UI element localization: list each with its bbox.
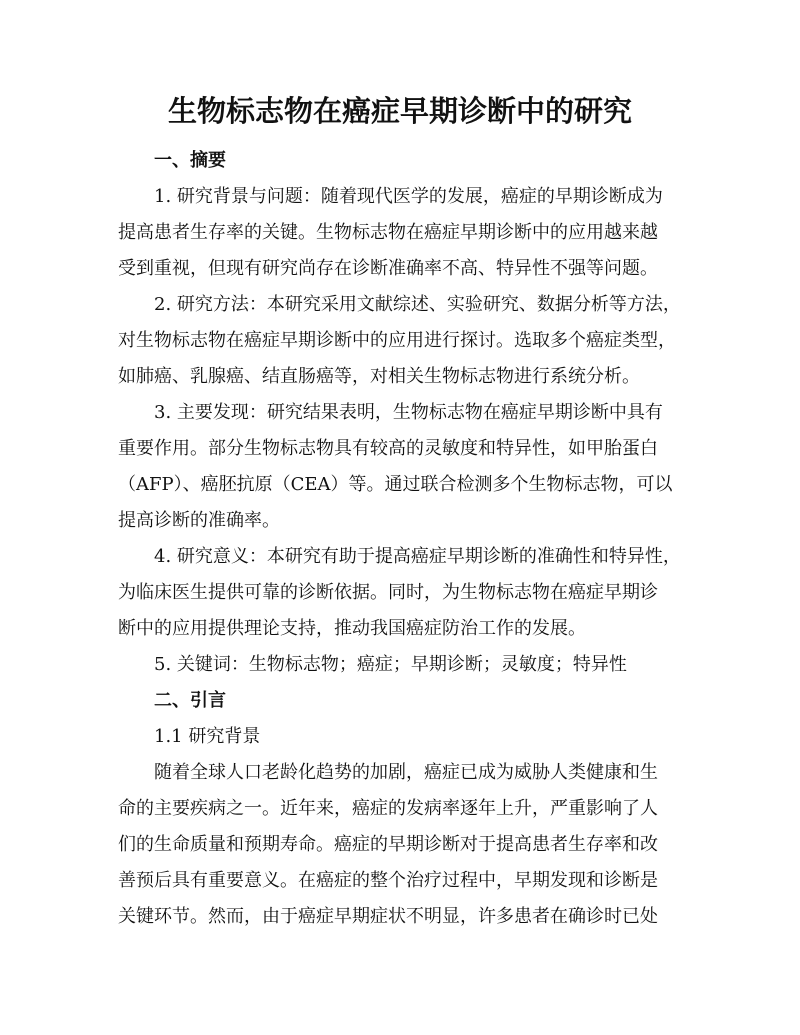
- abstract-p3-line-4: 提高诊断的准确率。: [118, 510, 280, 531]
- intro-line-4: 善预后具有重要意义。在癌症的整个治疗过程中，早期发现和诊断是: [118, 870, 658, 891]
- abstract-p3-line-3: （AFP）、癌胚抗原（CEA）等。通过联合检测多个生物标志物，可以: [118, 474, 673, 495]
- subsection-heading-background: 1.1 研究背景: [154, 726, 261, 747]
- abstract-keywords: 5. 关键词：生物标志物；癌症；早期诊断；灵敏度；特异性: [154, 654, 627, 675]
- intro-line-1: 随着全球人口老龄化趋势的加剧，癌症已成为威胁人类健康和生: [154, 762, 658, 783]
- section-heading-abstract: 一、摘要: [154, 150, 226, 171]
- abstract-p2-line-3: 如肺癌、乳腺癌、结直肠癌等，对相关生物标志物进行系统分析。: [118, 366, 640, 387]
- intro-line-2: 命的主要疾病之一。近年来，癌症的发病率逐年上升，严重影响了人: [118, 798, 658, 819]
- abstract-p3-line-1: 3. 主要发现：研究结果表明，生物标志物在癌症早期诊断中具有: [154, 402, 663, 423]
- abstract-p4-line-2: 为临床医生提供可靠的诊断依据。同时，为生物标志物在癌症早期诊: [118, 582, 658, 603]
- intro-line-3: 们的生命质量和预期寿命。癌症的早期诊断对于提高患者生存率和改: [118, 834, 658, 855]
- intro-line-5: 关键环节。然而，由于癌症早期症状不明显，许多患者在确诊时已处: [118, 906, 658, 927]
- abstract-p3-line-2: 重要作用。部分生物标志物具有较高的灵敏度和特异性，如甲胎蛋白: [118, 438, 658, 459]
- abstract-p4-line-1: 4. 研究意义：本研究有助于提高癌症早期诊断的准确性和特异性，: [154, 546, 681, 567]
- abstract-p1-line-1: 1. 研究背景与问题：随着现代医学的发展，癌症的早期诊断成为: [154, 186, 663, 207]
- document-title: 生物标志物在癌症早期诊断中的研究: [167, 94, 632, 128]
- abstract-p4-line-3: 断中的应用提供理论支持，推动我国癌症防治工作的发展。: [118, 618, 586, 639]
- abstract-p2-line-2: 对生物标志物在癌症早期诊断中的应用进行探讨。选取多个癌症类型，: [118, 330, 676, 351]
- section-heading-introduction: 二、引言: [154, 690, 226, 711]
- abstract-p2-line-1: 2. 研究方法：本研究采用文献综述、实验研究、数据分析等方法，: [154, 294, 681, 315]
- abstract-p1-line-3: 受到重视，但现有研究尚存在诊断准确率不高、特异性不强等问题。: [118, 258, 658, 279]
- abstract-p1-line-2: 提高患者生存率的关键。生物标志物在癌症早期诊断中的应用越来越: [118, 222, 658, 243]
